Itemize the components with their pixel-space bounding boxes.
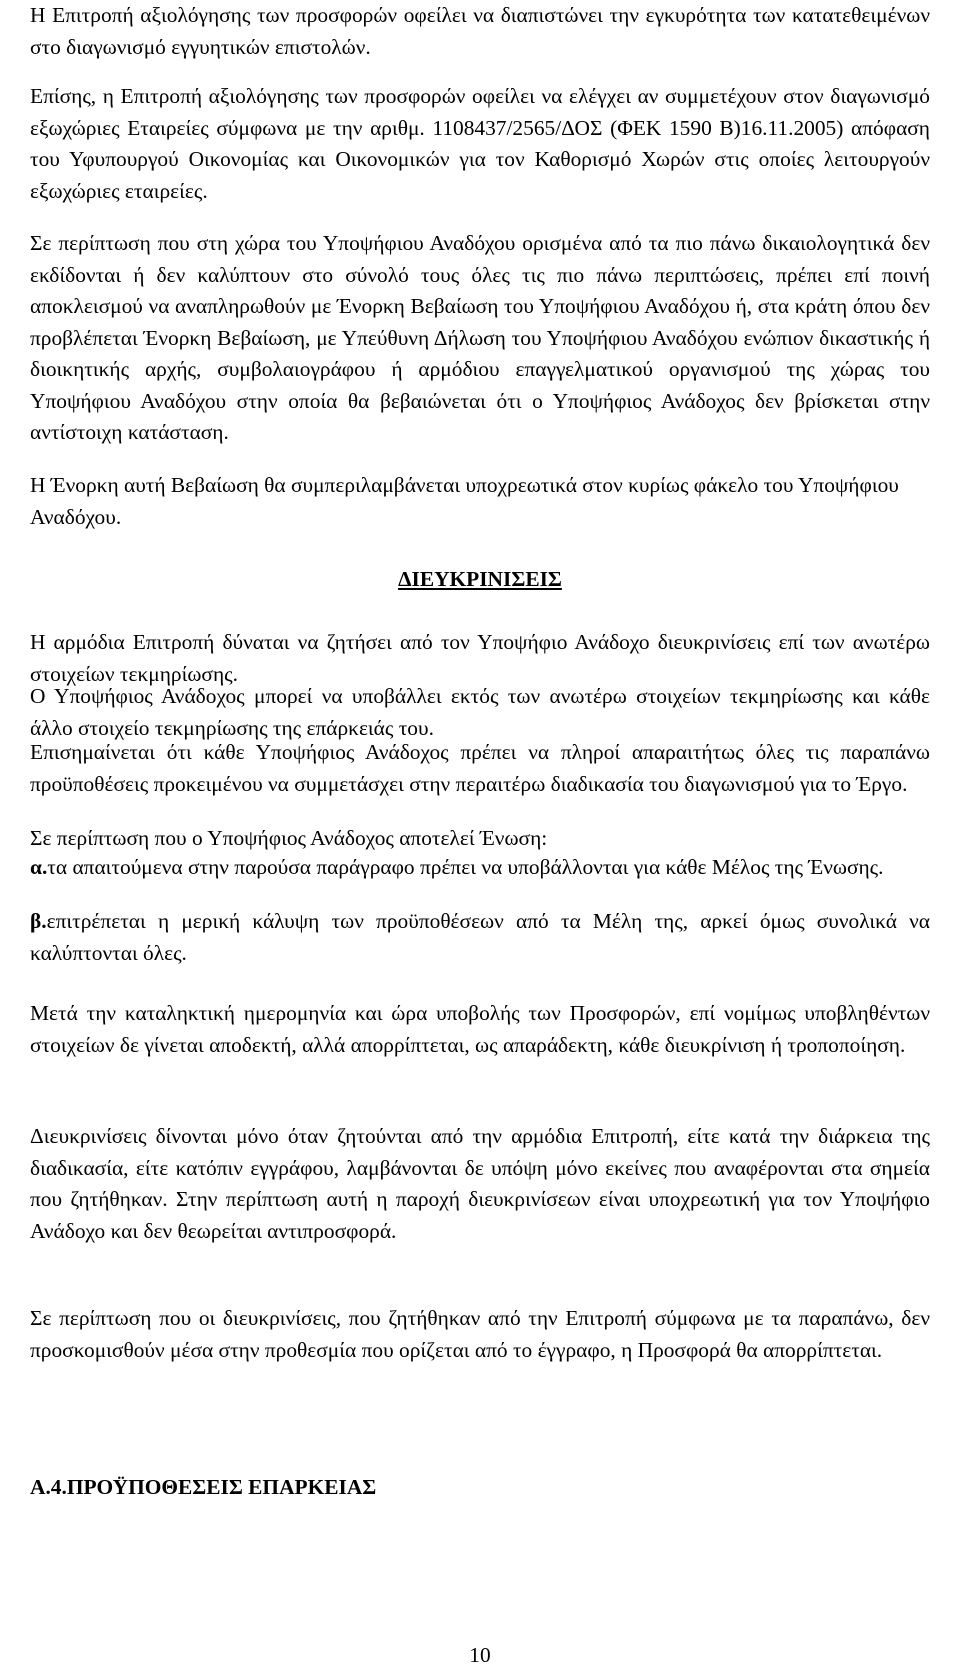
list-marker-a: α. bbox=[30, 855, 48, 879]
paragraph-sworn-statement-envelope: Η Ένορκη αυτή Βεβαίωση θα συμπεριλαμβάνεται υποχρεωτικά στον κυρίως φάκελο του Υποψήφιου Αναδόχου. bbox=[30, 473, 899, 529]
heading-section-a4: Α.4.ΠΡΟΫΠΟΘΕΣΕΙΣ ΕΠΑΡΚΕΙΑΣ bbox=[30, 1475, 377, 1499]
list-marker-b: β. bbox=[30, 909, 47, 933]
heading-clarifications: ΔΙΕΥΚΡΙΝΙΣΕΙΣ bbox=[398, 567, 562, 591]
paragraph-clarifications-given: Διευκρινίσεις δίνονται μόνο όταν ζητούνται από την αρμόδια Επιτροπή, είτε κατά την διάρκεια της διαδικασία, είτε κατόπιν εγγράφου, λαμβάνονται δε υπόψη μόνο εκείνες που αναφέρονται στα σημεία που ζητήθηκαν. Στην περίπτωση αυτή η παροχή διευκρινίσεων είναι υποχρεωτική για τον Υποψήφιο Ανάδοχο και δεν θεωρείται αντιπροσφορά. bbox=[30, 1124, 930, 1243]
paragraph-after-deadline: Μετά την καταληκτική ημερομηνία και ώρα υποβολής των Προσφορών, επί νομίμως υποβληθέντων στοιχείων δε γίνεται αποδεκτή, αλλά απορρίπτεται, ως απαράδεκτη, κάθε διευκρίνιση ή τροποποίηση. bbox=[30, 1001, 930, 1057]
paragraph-consortium-intro: Σε περίπτωση που ο Υποψήφιος Ανάδοχος αποτελεί Ένωση: bbox=[30, 826, 548, 850]
list-item-consortium-a bbox=[30, 852, 930, 884]
paragraph-all-prerequisites: Επισημαίνεται ότι κάθε Υποψήφιος Ανάδοχος πρέπει να πληροί απαραιτήτως όλες τις παραπάνω προϋποθέσεις προκειμένου να συμμετάσχει στην περαιτέρω διαδικασία του διαγωνισμού για το Έργο. bbox=[30, 740, 930, 796]
list-item-consortium-b bbox=[30, 906, 930, 969]
paragraph-sworn-statement-requirement: Σε περίπτωση που στη χώρα του Υποψήφιου Αναδόχου ορισμένα από τα πιο πάνω δικαιολογητικά δεν εκδίδονται ή δεν καλύπτουν στο σύνολό τους όλες τις πιο πάνω περιπτώσεις, πρέπει επί ποινή αποκλεισμού να αναπληρωθούν με Ένορκη Βεβαίωση του Υποψήφιου Αναδόχου ή, στα κράτη όπου δεν προβλέπεται Ένορκη Βεβαίωση, με Υπεύθυνη Δήλωση του Υποψήφιου Αναδόχου ενώπιον δικαστικής ή διοικητικής αρχής, συμβολαιογράφου ή αρμόδιου επαγγελματικού οργανισμού της χώρας του Υποψήφιου Αναδόχου στην οποία θα βεβαιώνεται ότι ο Υποψήφιος Ανάδοχος δεν βρίσκεται στην αντίστοιχη κατάσταση. bbox=[30, 231, 930, 444]
paragraph-offshore-companies: Επίσης, η Επιτροπή αξιολόγησης των προσφορών οφείλει να ελέγχει αν συμμετέχουν στον διαγωνισμό εξωχώριες Εταιρείες σύμφωνα με την αριθμ. 1108437/2565/ΔΟΣ (ΦΕΚ 1590 Β)16.11.2005) απόφαση του Υφυπουργού Οικονομίας και Οικονομικών για τον Καθορισμό Χωρών στις οποίες λειτουργούν εξωχώριες εταιρείες. bbox=[30, 84, 930, 203]
paragraph-guarantee-letters: Η Επιτροπή αξιολόγησης των προσφορών οφείλει να διαπιστώνει την εγκυρότητα των κατατεθειμένων στο διαγωνισμό εγγυητικών επιστολών. bbox=[30, 3, 930, 59]
paragraph-rejection: Σε περίπτωση που οι διευκρινίσεις, που ζητήθηκαν από την Επιτροπή σύμφωνα με τα παραπάνω, δεν προσκομισθούν μέσα στην προθεσμία που ορίζεται από το έγγραφο, η Προσφορά θα απορρίπτεται. bbox=[30, 1306, 930, 1362]
paragraph-committee-clarifications: Η αρμόδια Επιτροπή δύναται να ζητήσει από τον Υποψήφιο Ανάδοχο διευκρινίσεις επί των ανωτέρω στοιχείων τεκμηρίωσης. bbox=[30, 630, 930, 686]
page-number: 10 bbox=[469, 1643, 491, 1667]
paragraph-additional-documentation: Ο Υποψήφιος Ανάδοχος μπορεί να υποβάλλει εκτός των ανωτέρω στοιχείων τεκμηρίωσης και κάθε άλλο στοιχείο τεκμηρίωσης της επάρκειάς του. bbox=[30, 684, 930, 740]
list-text-b: επιτρέπεται η μερική κάλυψη των προϋποθέσεων από τα Μέλη της, αρκεί όμως συνολικά να καλύπτονται όλες. bbox=[30, 909, 930, 965]
list-text-a: τα απαιτούμενα στην παρούσα παράγραφο πρέπει να υποβάλλονται για κάθε Μέλος της Ένωσης. bbox=[47, 855, 884, 879]
